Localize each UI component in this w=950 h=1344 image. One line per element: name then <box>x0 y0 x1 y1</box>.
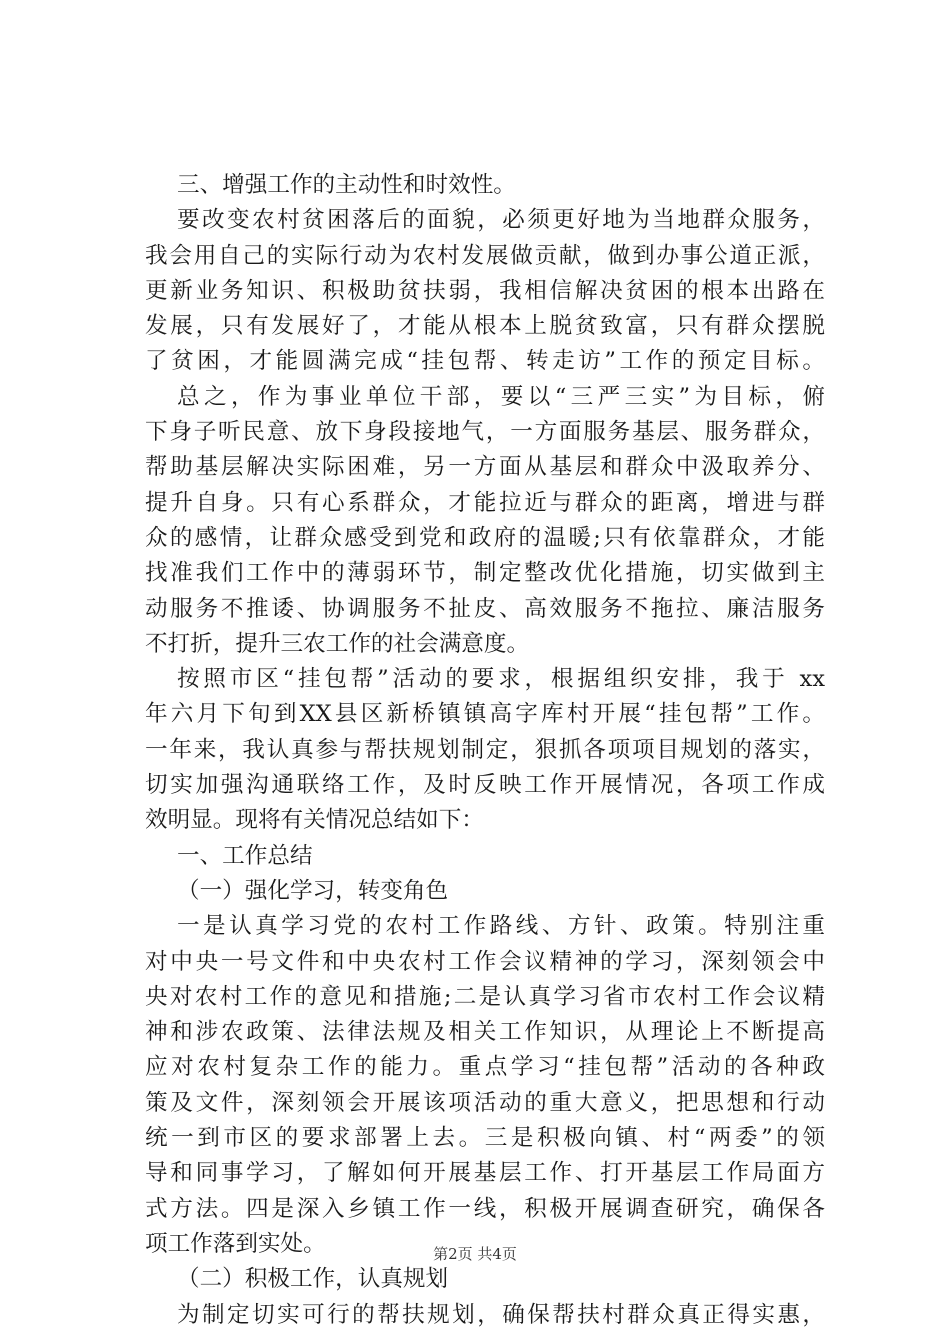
text-line: 对中央一号文件和中央农村工作会议精神的学习，深刻领会中 <box>145 948 825 975</box>
text-line: 导和同事学习，了解如何开展基层工作、打开基层工作局面方 <box>145 1160 825 1187</box>
text-line: （一）强化学习，转变角色 <box>177 877 449 904</box>
text-line: 策及文件，深刻领会开展该项活动的重大意义，把思想和行动 <box>145 1089 825 1116</box>
text-line: 找准我们工作中的薄弱环节，制定整改优化措施，切实做到主 <box>145 560 825 587</box>
page-footer: 第2页 共4页 <box>433 1245 517 1263</box>
text-line: 年六月下旬到XX县区新桥镇镇高字库村开展“挂包帮”工作。 <box>145 701 825 728</box>
text-line: （二）积极工作，认真规划 <box>177 1266 449 1293</box>
text-line: 统一到市区的要求部署上去。三是积极向镇、村“两委”的领 <box>145 1125 825 1152</box>
text-line: 为制定切实可行的帮扶规划，确保帮扶村群众真正得实惠， <box>177 1301 825 1328</box>
text-line: 神和涉农政策、法律法规及相关工作知识，从理论上不断提高 <box>145 1019 825 1046</box>
text-line: 一、工作总结 <box>177 842 313 869</box>
text-line: 按照市区“挂包帮”活动的要求，根据组织安排，我于 xx <box>177 666 825 693</box>
text-line: 更新业务知识、积极助贫扶弱，我相信解决贫困的根本出路在 <box>145 277 825 304</box>
text-line: 动服务不推诿、协调服务不扯皮、高效服务不拖拉、廉洁服务 <box>145 595 825 622</box>
text-line: 式方法。四是深入乡镇工作一线，积极开展调查研究，确保各 <box>145 1195 825 1222</box>
text-line: 提升自身。只有心系群众，才能拉近与群众的距离，增进与群 <box>145 489 825 516</box>
text-line: 了贫困，才能圆满完成“挂包帮、转走访”工作的预定目标。 <box>145 348 825 375</box>
text-line: 切实加强沟通联络工作，及时反映工作开展情况，各项工作成 <box>145 772 825 799</box>
text-line: 总之，作为事业单位干部，要以“三严三实”为目标，俯 <box>177 383 825 410</box>
text-line: 下身子听民意、放下身段接地气，一方面服务基层、服务群众， <box>145 419 825 446</box>
text-line: 央对农村工作的意见和措施;二是认真学习省市农村工作会议精 <box>145 983 825 1010</box>
text-line: 要改变农村贫困落后的面貌，必须更好地为当地群众服务， <box>177 207 825 234</box>
text-line: 不打折，提升三农工作的社会满意度。 <box>145 630 530 657</box>
text-line: 应对农村复杂工作的能力。重点学习“挂包帮”活动的各种政 <box>145 1054 825 1081</box>
text-line: 发展，只有发展好了，才能从根本上脱贫致富，只有群众摆脱 <box>145 313 825 340</box>
text-line: 项工作落到实处。 <box>145 1230 326 1257</box>
text-line: 我会用自己的实际行动为农村发展做贡献，做到办事公道正派， <box>145 242 825 269</box>
text-line: 帮助基层解决实际困难，另一方面从基层和群众中汲取养分、 <box>145 454 825 481</box>
text-line: 一是认真学习党的农村工作路线、方针、政策。特别注重 <box>177 913 825 940</box>
document-body <box>145 168 825 1333</box>
text-line: 三、增强工作的主动性和时效性。 <box>177 172 516 198</box>
text-line: 一年来，我认真参与帮扶规划制定，狠抓各项项目规划的落实， <box>145 736 825 763</box>
text-line: 众的感情，让群众感受到党和政府的温暖;只有依靠群众，才能 <box>145 524 825 551</box>
text-line: 效明显。现将有关情况总结如下： <box>145 807 484 834</box>
